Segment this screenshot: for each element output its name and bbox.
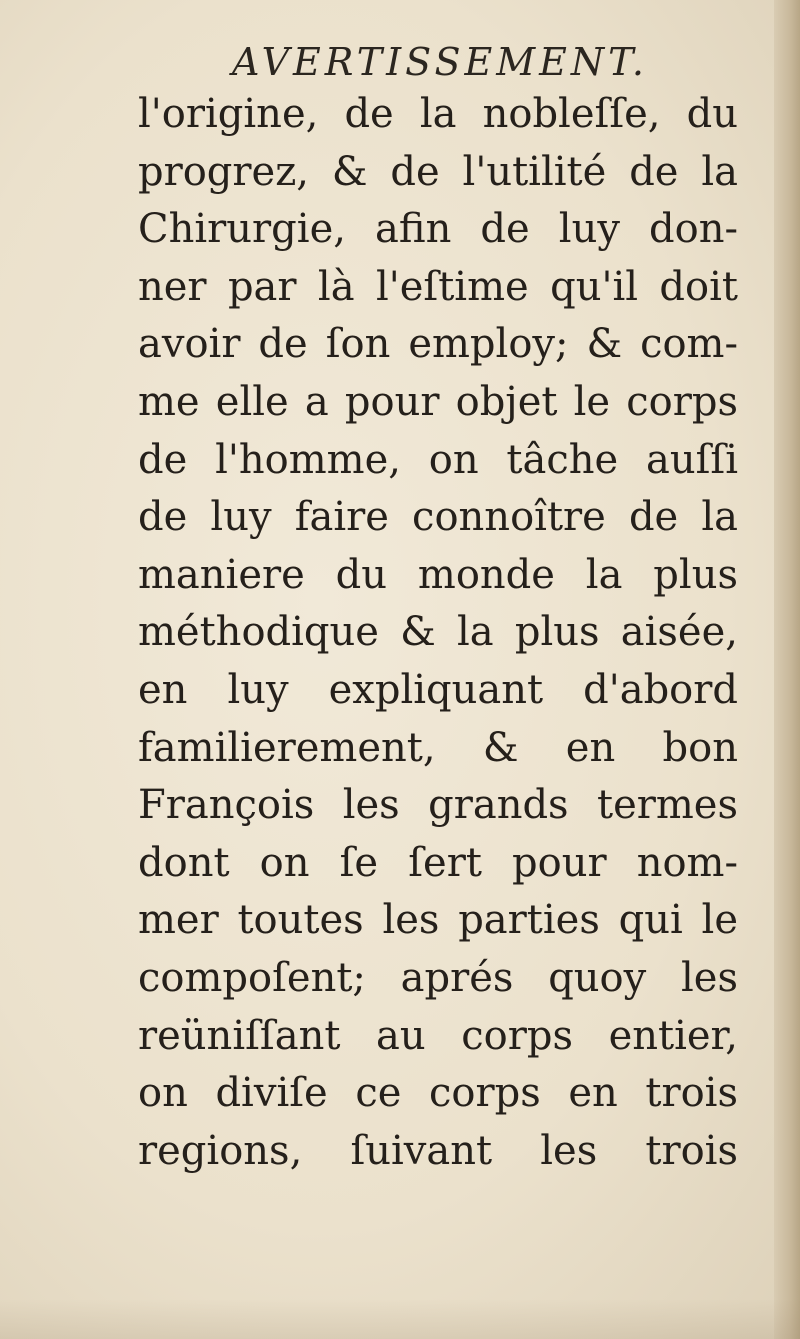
text-line: on diviſe ce corps en trois: [138, 1070, 738, 1117]
text-line: avoir de ſon employ; & com-: [138, 321, 738, 368]
text-line: regions, ſuivant les trois: [138, 1127, 738, 1174]
body-text: [138, 86, 738, 1180]
text-line: en luy expliquant d'abord: [138, 666, 738, 713]
text-line: mer toutes les parties qui le: [138, 897, 738, 944]
text-line: familierement, & en bon: [138, 724, 738, 771]
running-header: AVERTISSEMENT.: [232, 40, 648, 84]
page-bottom-shadow: [0, 1299, 800, 1339]
page-fore-edge: [774, 0, 800, 1339]
text-line: compoſent; aprés quoy les: [138, 954, 738, 1001]
text-line: l'origine, de la nobleſſe, du: [138, 91, 738, 137]
text-line: méthodique & la plus aisée,: [138, 609, 738, 656]
text-line: me elle a pour objet le corps: [138, 378, 738, 425]
text-line: ner par là l'eſtime qu'il doit: [138, 263, 738, 310]
text-line: Chirurgie, afin de luy don-: [138, 206, 738, 253]
text-line: reüniſſant au corps entier,: [138, 1012, 738, 1059]
text-line: François les grands termes: [138, 782, 738, 829]
text-line: de luy faire connoître de la: [138, 494, 738, 541]
text-line: progrez, & de l'utilité de la: [138, 148, 738, 195]
text-line: de l'homme, on tâche auſſi: [138, 436, 738, 483]
text-line: dont on ſe ſert pour nom-: [138, 839, 738, 886]
text-line: maniere du monde la plus: [138, 551, 738, 598]
